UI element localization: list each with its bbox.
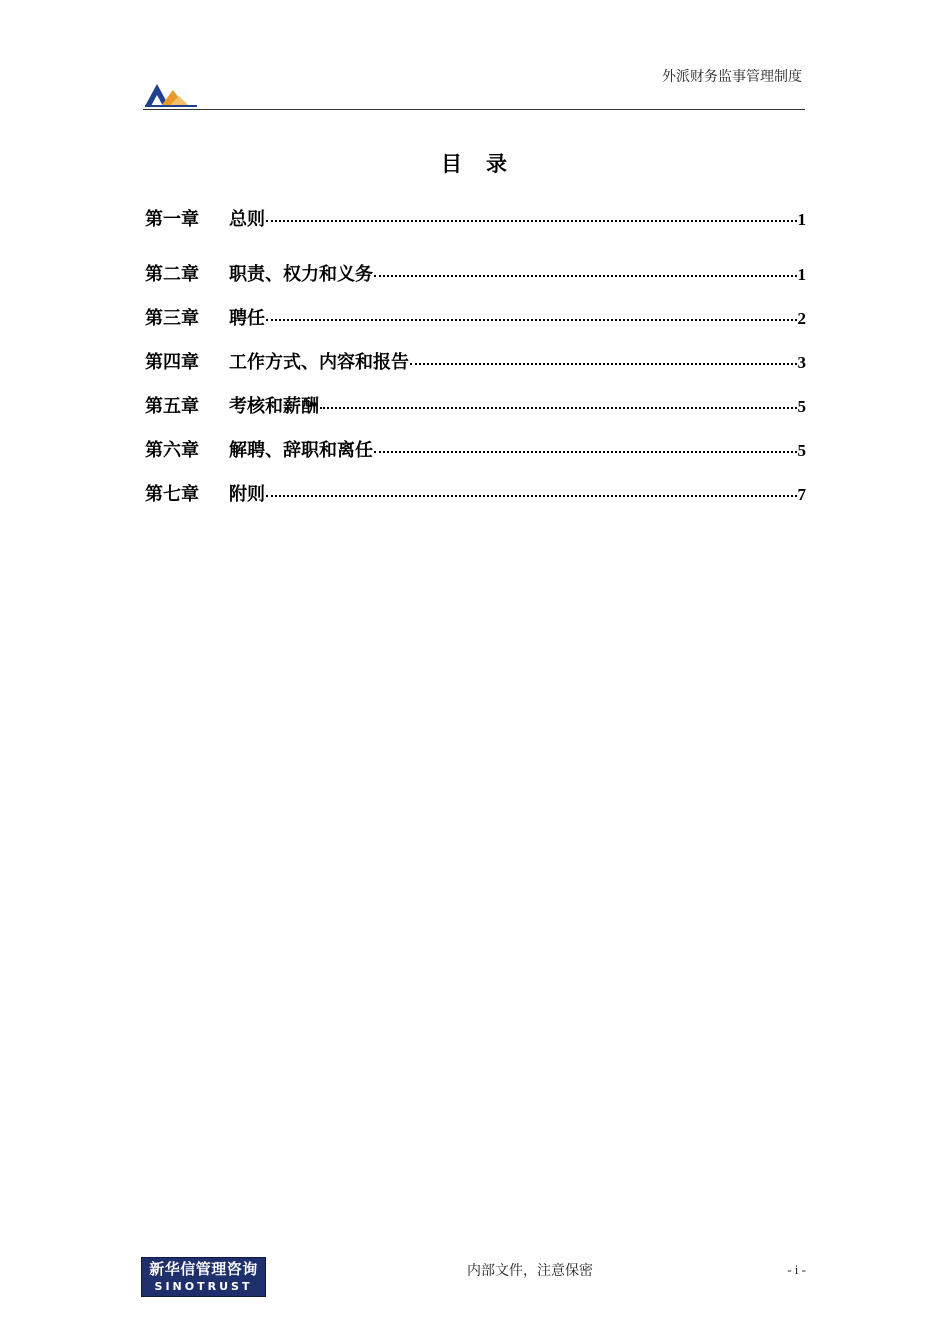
toc-leader-dots <box>410 363 797 365</box>
toc-entry[interactable] <box>145 260 806 286</box>
toc-entry[interactable] <box>145 205 806 231</box>
toc-page-number: 7 <box>797 485 806 504</box>
toc-chapter-number: 第二章 <box>145 264 199 285</box>
toc-entry[interactable] <box>145 392 806 418</box>
toc-chapter-number: 第六章 <box>145 440 199 461</box>
toc-chapter-number: 第七章 <box>145 484 199 505</box>
toc-leader-dots <box>266 319 797 321</box>
toc-chapter-title: 考核和薪酬 <box>229 396 319 417</box>
toc-chapter-title: 总则 <box>229 209 265 230</box>
toc-entry[interactable] <box>145 348 806 374</box>
toc-heading-left: 目 <box>441 151 464 176</box>
footer-logo-english: SINOTRUST <box>154 1280 253 1293</box>
toc-leader-dots <box>320 407 797 409</box>
document-title: 外派财务监事管理制度 <box>662 69 802 85</box>
toc-page-number: 5 <box>797 397 806 416</box>
toc-chapter-number: 第四章 <box>145 352 199 373</box>
toc-page-number: 5 <box>797 441 806 460</box>
toc-page-number: 1 <box>797 265 806 284</box>
toc-heading <box>0 148 950 178</box>
toc-chapter-number: 第一章 <box>145 209 199 230</box>
toc-chapter-title: 聘任 <box>229 308 265 329</box>
toc-chapter-title: 解聘、辞职和离任 <box>229 440 373 461</box>
toc-leader-dots <box>266 220 797 222</box>
toc-heading-right: 录 <box>486 151 509 176</box>
footer-logo-chinese: 新华信管理咨询 <box>149 1260 258 1278</box>
toc-page-number: 1 <box>797 210 806 229</box>
toc-leader-dots <box>266 495 797 497</box>
header-divider <box>143 109 805 110</box>
toc-chapter-number: 第五章 <box>145 396 199 417</box>
toc-chapter-number: 第三章 <box>145 308 199 329</box>
toc-page-number: 2 <box>797 309 806 328</box>
toc-entry[interactable] <box>145 480 806 506</box>
toc-chapter-title: 附则 <box>229 484 265 505</box>
toc-entry[interactable] <box>145 304 806 330</box>
toc-chapter-title: 工作方式、内容和报告 <box>229 352 409 373</box>
company-logo-icon <box>143 78 199 108</box>
toc-leader-dots <box>374 451 797 453</box>
toc-entry[interactable] <box>145 436 806 462</box>
toc-chapter-title: 职责、权力和义务 <box>229 264 373 285</box>
confidential-note: 内部文件，注意保密 <box>467 1263 593 1279</box>
toc-page-number: 3 <box>797 353 806 372</box>
page-number: - i - <box>787 1262 806 1277</box>
toc-leader-dots <box>374 275 797 277</box>
